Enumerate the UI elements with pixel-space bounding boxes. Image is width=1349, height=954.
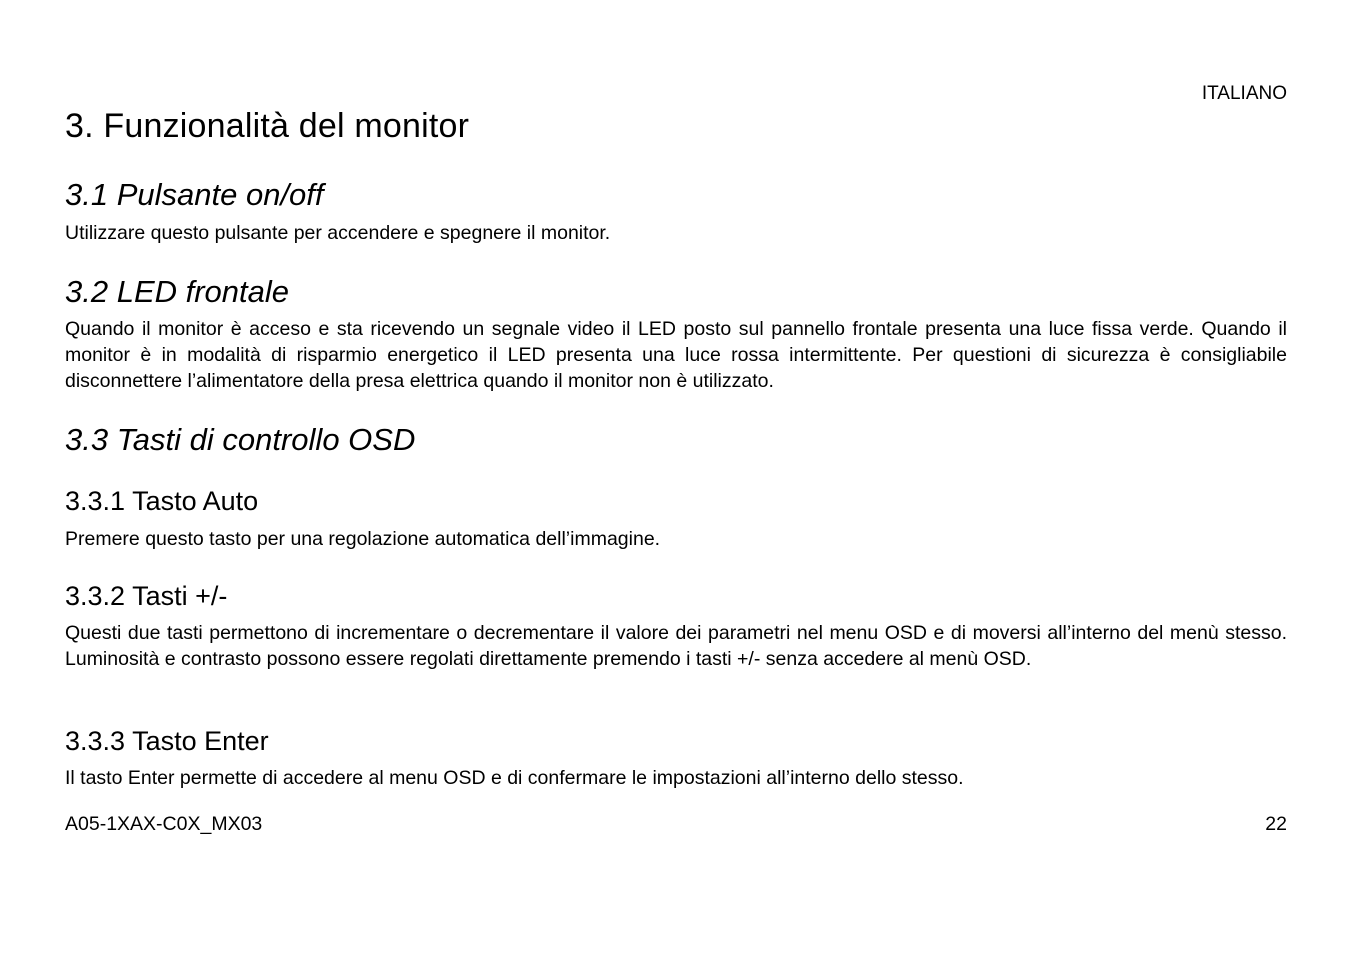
footer-page-number: 22 bbox=[1265, 813, 1287, 835]
footer-document-code: A05-1XAX-C0X_MX03 bbox=[65, 813, 263, 835]
subsection-heading-plus-minus-keys: 3.3.2 Tasti +/- bbox=[65, 581, 228, 611]
subsection-text-enter-key: Il tasto Enter permette di accedere al menu OSD e di confermare le impostazioni all’interno dello stesso. bbox=[65, 767, 964, 789]
section-text-front-led: Quando il monitor è acceso e sta ricevendo un segnale video il LED posto sul pannello frontale presenta una luce fissa verde. Quando il monitor è in modalità di risparmio energetico il LED presenta una luce rossa intermittente. Per questioni di sicurezza è consigliabile disconnettere l’alimentatore della presa elettrica quando il monitor non è utilizzato. bbox=[65, 318, 1287, 392]
page-title: 3. Funzionalità del monitor bbox=[65, 107, 470, 145]
section-heading-power-button: 3.1 Pulsante on/off bbox=[65, 177, 324, 212]
section-text-power-button: Utilizzare questo pulsante per accendere e spegnere il monitor. bbox=[65, 222, 611, 244]
language-label: ITALIANO bbox=[1201, 83, 1287, 104]
subsection-heading-enter-key: 3.3.3 Tasto Enter bbox=[65, 726, 269, 756]
section-heading-front-led: 3.2 LED frontale bbox=[65, 274, 290, 309]
document-page bbox=[65, 0, 1287, 954]
section-heading-osd-controls: 3.3 Tasti di controllo OSD bbox=[65, 422, 416, 457]
subsection-text-plus-minus-keys: Questi due tasti permettono di incrementare o decrementare il valore dei parametri nel menu OSD e di moversi all’interno del menù stesso. Luminosità e contrasto possono essere regolati direttamente premendo i tasti +/- senza accedere al menù OSD. bbox=[65, 622, 1287, 670]
subsection-text-auto-key: Premere questo tasto per una regolazione automatica dell’immagine. bbox=[65, 528, 661, 550]
subsection-heading-auto-key: 3.3.1 Tasto Auto bbox=[65, 486, 259, 516]
